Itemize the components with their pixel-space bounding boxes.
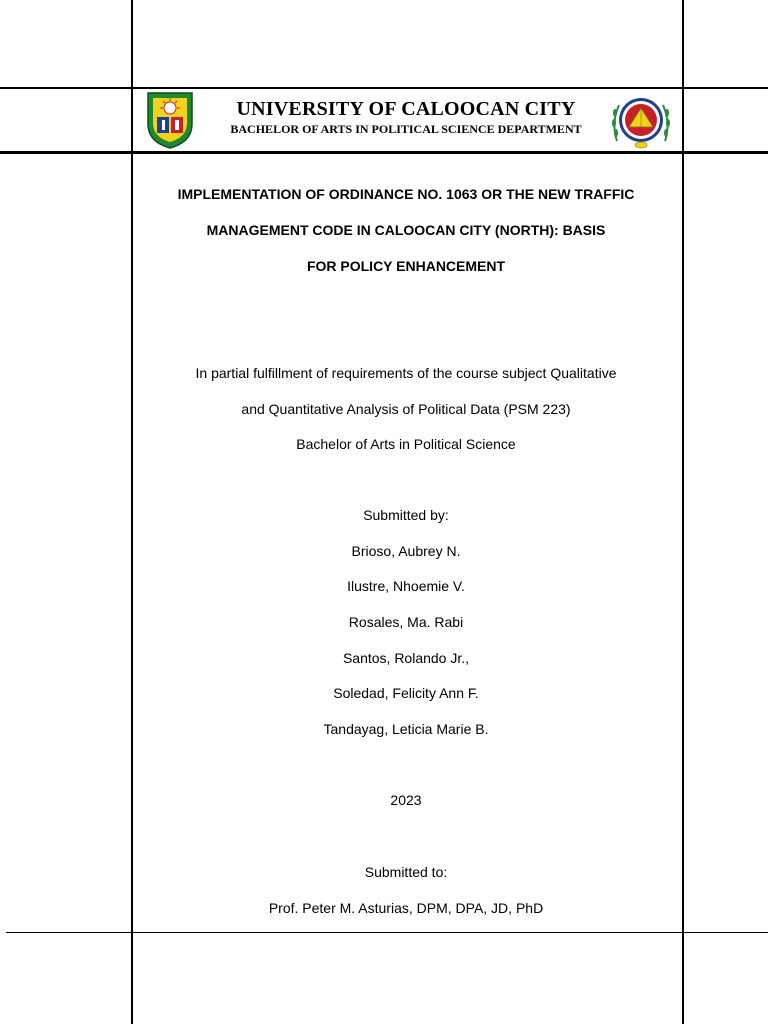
political-science-department-seal-icon	[609, 93, 673, 151]
document-title-line-1: IMPLEMENTATION OF ORDINANCE NO. 1063 OR THE NEW TRAFFIC	[177, 186, 635, 202]
department-name: BACHELOR OF ARTS IN POLITICAL SCIENCE DEPARTMENT	[230, 122, 582, 136]
document-title-line-2: MANAGEMENT CODE IN CALOOCAN CITY (NORTH): BASIS	[206, 222, 606, 238]
adviser-name: Prof. Peter M. Asturias, DPM, DPA, JD, PhD	[268, 900, 544, 916]
author-name: Ilustre, Nhoemie V.	[347, 578, 465, 594]
header-top-rule	[0, 87, 768, 89]
submission-year: 2023	[390, 792, 422, 808]
purpose-line-2: and Quantitative Analysis of Political Data (PSM 223)	[241, 401, 571, 417]
author-name: Rosales, Ma. Rabi	[348, 614, 464, 630]
university-name: UNIVERSITY OF CALOOCAN CITY	[236, 98, 576, 120]
author-name: Brioso, Aubrey N.	[351, 543, 461, 559]
submitted-to-label: Submitted to:	[364, 864, 448, 880]
footer-rule	[6, 932, 768, 933]
author-name: Soledad, Felicity Ann F.	[333, 685, 479, 701]
author-name: Tandayag, Leticia Marie B.	[323, 721, 489, 737]
submitted-by-label: Submitted by:	[363, 507, 449, 523]
purpose-line-1: In partial fulfillment of requirements of the course subject Qualitative	[195, 365, 617, 381]
header-bottom-rule	[0, 151, 768, 154]
document-title-line-3: FOR POLICY ENHANCEMENT	[306, 258, 506, 274]
purpose-line-3: Bachelor of Arts in Political Science	[296, 436, 516, 452]
university-seal-icon	[144, 90, 196, 150]
author-name: Santos, Rolando Jr.,	[342, 650, 470, 666]
